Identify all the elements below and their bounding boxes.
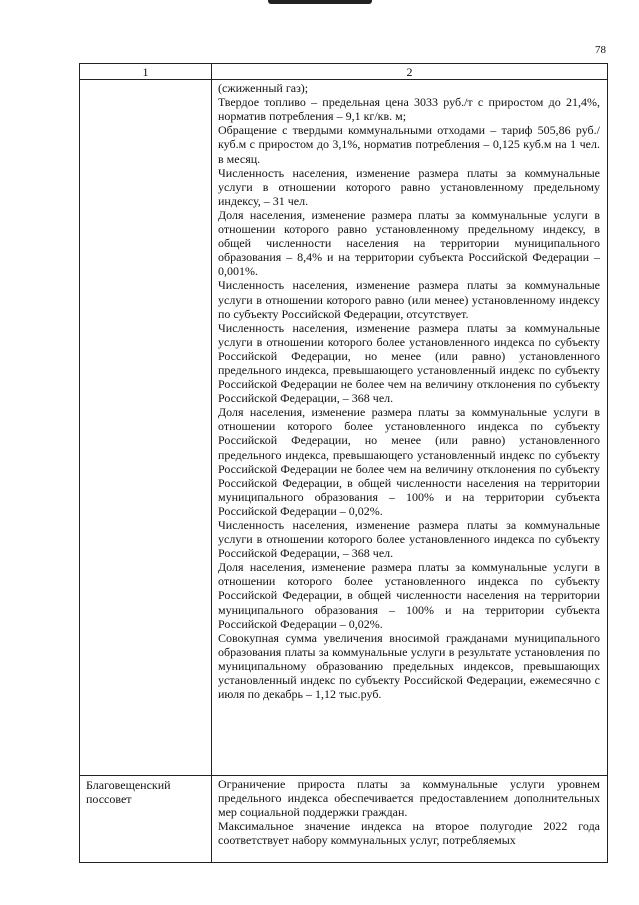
municipality-cell [80,80,212,776]
paragraph: Обращение с твердыми коммунальными отходами – тариф 505,86 руб./куб.м с приростом до 3,1%, норматив потребления – 0,125 куб.м на 1 чел. в месяц. [218,123,600,166]
column-header-1: 1 [80,64,212,80]
municipality-cell: Благовещенский поссовет [80,776,212,863]
page-number: 78 [595,44,606,56]
description-cell [212,80,608,776]
paragraph: (сжиженный газ); [218,81,309,96]
table-row [80,80,608,776]
paragraph: Численность населения, изменение размера платы за коммунальные услуги в отношении которого более установленного индекса по субъекту Российской Федерации, но менее (или равно) установленного предельного индекса, превышающего установленный индекс по субъекту Российской Федерации не более чем на величину отклонения по субъекту Российской Федерации, – 368 чел. [218,320,600,406]
paragraph: Твердое топливо – предельная цена 3033 руб./т с приростом до 21,4%, норматив потребления – 9,1 кг/кв. м; [218,95,600,124]
paragraph: Совокупная сумма увеличения вносимой гражданами муниципального образования платы за коммунальные услуги в результате установления по муниципальному образованию предельных индексов, превышающих установленный индекс по субъекту Российской Федерации, ежемесячно с июля по декабрь – 1,12 тыс.руб. [218,630,600,702]
paragraph: Ограничение прироста платы за коммунальные услуги уровнем предельного индекса обеспечивается предоставлением дополнительных мер социальной поддержки граждан. [218,777,600,820]
paragraph: Численность населения, изменение размера платы за коммунальные услуги в отношении которого более установленного индекса по субъекту Российской Федерации, – 368 чел. [218,518,600,561]
paragraph: Максимальное значение индекса на второе полугодие 2022 года соответствует набору коммунальных услуг, потребляемых [218,819,600,848]
description-cell [212,776,608,863]
paragraph: Доля населения, изменение размера платы за коммунальные услуги в отношении которого равно установленному предельному индексу, в общей численности населения на территории муниципального образования – 8,4% и на территории субъекта Российской Федерации – 0,001%. [218,207,600,279]
paragraph: Численность населения, изменение размера платы за коммунальные услуги в отношении которого равно установленному предельному индексу, – 31 чел. [218,165,600,208]
column-header-2: 2 [212,64,608,80]
document-table [79,63,608,863]
table-header-row [80,64,608,80]
scan-edge-mark [268,0,372,4]
paragraph: Численность населения, изменение размера платы за коммунальные услуги в отношении которого равно (или менее) установленному индексу по субъекту Российской Федерации, отсутствует. [218,278,600,321]
paragraph: Доля населения, изменение размера платы за коммунальные услуги в отношении которого более установленного индекса по субъекту Российской Федерации, в общей численности населения на территории муниципального образования – 100% и на территории субъекта Российской Федерации – 0,02%. [218,560,600,631]
table-row [80,776,608,863]
paragraph: Доля населения, изменение размера платы за коммунальные услуги в отношении которого более установленного индекса по субъекту Российской Федерации, но менее (или равно) установленного предельного индекса, превышающего установленный индекс по субъекту Российской Федерации не более чем на величину отклонения по субъекту Российской Федерации, в общей численности населения на территории муниципального образования – 100% и на территории субъекта Российской Федерации – 0,02%. [218,405,600,518]
